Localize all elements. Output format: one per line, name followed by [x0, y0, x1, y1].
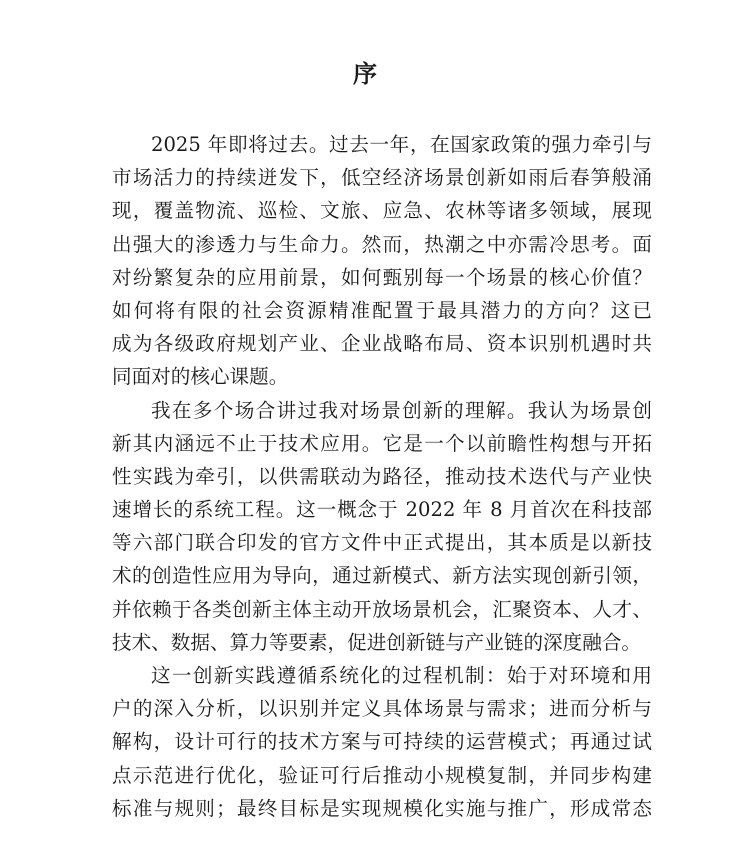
paragraph-2-line-4: 速增长的系统工程。这一概念于 2022 年 8 月首次在科技部 — [112, 498, 652, 522]
paragraph-1-line-3: 现，覆盖物流、巡检、文旅、应急、农林等诸多领域，展现 — [112, 199, 652, 223]
paragraph-2-line-3: 性实践为牵引，以供需联动为路径，推动技术迭代与产业快 — [112, 464, 652, 488]
paragraph-2-line-7: 并依赖于各类创新主体主动开放场景机会，汇聚资本、人才、 — [112, 597, 652, 621]
paragraph-1-line-1: 2025 年即将过去。过去一年，在国家政策的强力牵引与 — [151, 133, 652, 156]
paragraph-1-line-2: 市场活力的持续迸发下，低空经济场景创新如雨后春笋般涌 — [112, 166, 652, 190]
paragraph-1-line-8: 同面对的核心课题。 — [112, 365, 289, 389]
page-title: 序 — [353, 59, 379, 88]
paragraph-2-line-8: 技术、数据、算力等要素，促进创新链与产业链的深度融合。 — [112, 630, 642, 654]
paragraph-1-line-4: 出强大的渗透力与生命力。然而，热潮之中亦需冷思考。面 — [112, 232, 652, 256]
paragraph-3-line-2: 户的深入分析，以识别并定义具体场景与需求；进而分析与 — [112, 697, 652, 721]
paragraph-1-line-5: 对纷繁复杂的应用前景，如何甄别每一个场景的核心价值？ — [112, 265, 652, 289]
paragraph-2-line-6: 术的创造性应用为导向，通过新模式、新方法实现创新引领， — [112, 564, 652, 588]
paragraph-3-line-5: 标准与规则；最终目标是实现规模化实施与推广，形成常态 — [112, 796, 652, 820]
paragraph-1-line-6: 如何将有限的社会资源精准配置于最具潜力的方向？这已 — [112, 298, 652, 322]
paragraph-2-line-5: 等六部门联合印发的官方文件中正式提出，其本质是以新技 — [112, 531, 652, 555]
paragraph-3-line-3: 解构，设计可行的技术方案与可持续的运营模式；再通过试 — [112, 730, 652, 754]
paragraph-1-line-7: 成为各级政府规划产业、企业战略布局、资本识别机遇时共 — [112, 332, 652, 356]
body-text — [112, 128, 652, 825]
paragraph-3-line-1: 这一创新实践遵循系统化的过程机制：始于对环境和用 — [151, 664, 652, 687]
paragraph-3-line-4: 点示范进行优化，验证可行后推动小规模复制，并同步构建 — [112, 763, 652, 787]
paragraph-2-line-2: 新其内涵远不止于技术应用。它是一个以前瞻性构想与开拓 — [112, 431, 652, 455]
paragraph-2-line-1: 我在多个场合讲过我对场景创新的理解。我认为场景创 — [151, 398, 652, 422]
